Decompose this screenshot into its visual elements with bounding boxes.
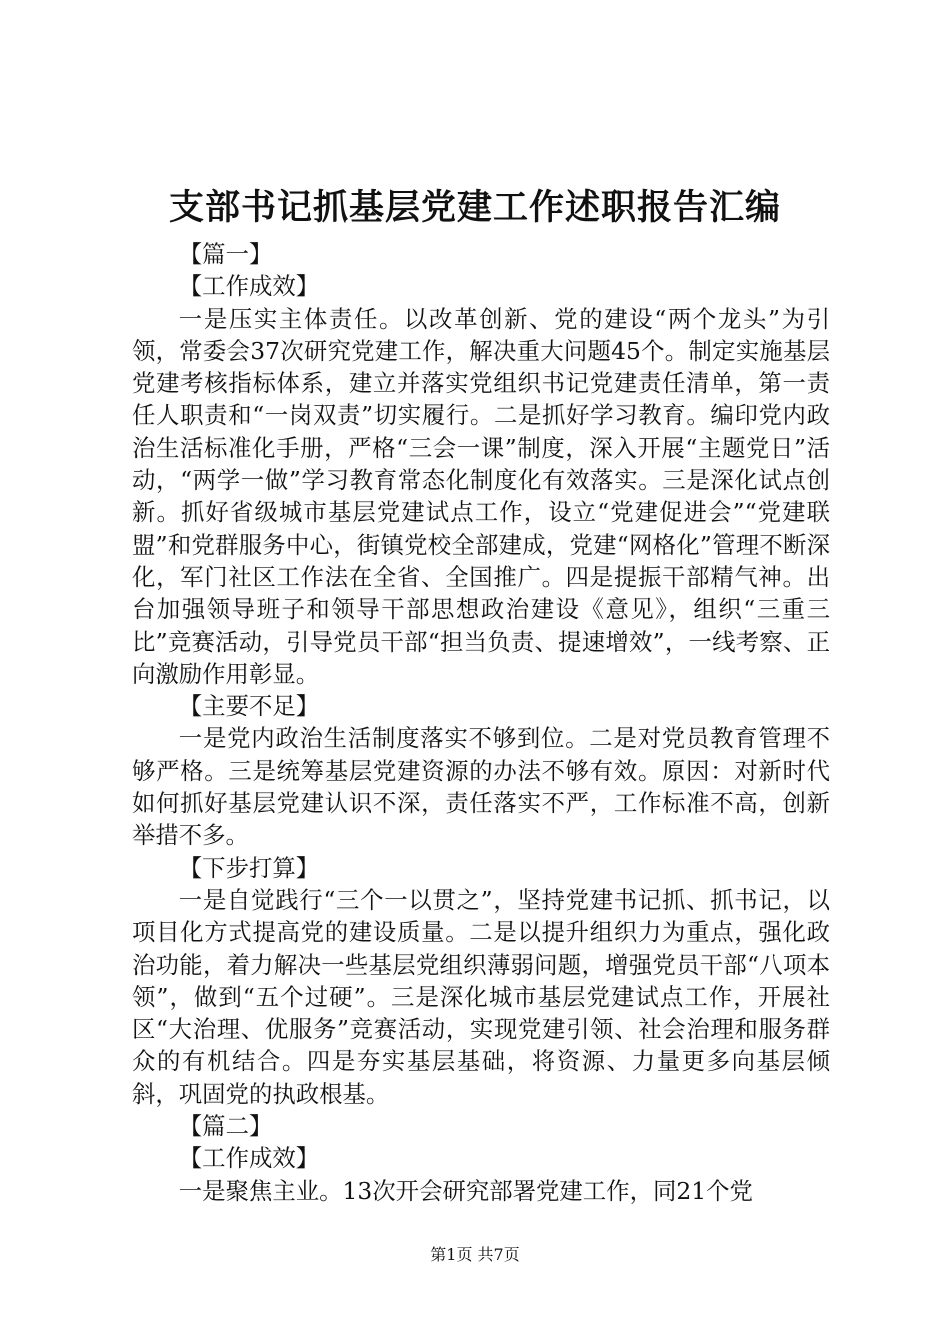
paragraph-work-results-2: 一是聚焦主业。13次开会研究部署党建工作，同21个党 bbox=[178, 1176, 753, 1205]
document-body bbox=[132, 238, 830, 1207]
paragraph-next-steps: 一是自觉践行“三个一以贯之”，坚持党建书记抓、抓书记，以项目化方式提高党的建设质量。二是以提升组织力为重点，强化政治功能，着力解决一些基层党组织薄弱问题，增强党员干部“八项本领”，做到“五个过硬”。三是深化城市基层党建试点工作，开展社区“大治理、优服务”竞赛活动，实现党建引领、社会治理和服务群众的有机结合。四是夯实基层基础，将资源、力量更多向基层倾斜，巩固党的执政根基。 bbox=[132, 885, 830, 1108]
page-number-footer: 第1页 共7页 bbox=[430, 1245, 520, 1264]
subheading-shortcomings: 【主要不足】 bbox=[178, 692, 320, 721]
document-title: 支部书记抓基层党建工作述职报告汇编 bbox=[168, 187, 781, 228]
section-heading-part-two: 【篇二】 bbox=[178, 1112, 273, 1141]
paragraph-shortcomings: 一是党内政治生活制度落实不够到位。二是对党员教育管理不够严格。三是统筹基层党建资源的办法不够有效。原因：对新时代如何抓好基层党建认识不深，责任落实不严，工作标准不高，创新举措不多。 bbox=[132, 724, 830, 850]
subheading-work-results: 【工作成效】 bbox=[178, 272, 320, 301]
subheading-work-results-2: 【工作成效】 bbox=[178, 1144, 320, 1173]
subheading-next-steps: 【下步打算】 bbox=[178, 853, 320, 882]
section-heading-part-one: 【篇一】 bbox=[178, 240, 273, 268]
paragraph-work-results: 一是压实主体责任。以改革创新、党的建设“两个龙头”为引领，常委会37次研究党建工作，解决重大问题45个。制定实施基层党建考核指标体系，建立并落实党组织书记党建责任清单，第一责任人职责和“一岗双责”切实履行。二是抓好学习教育。编印党内政治生活标准化手册，严格“三会一课”制度，深入开展“主题党日”活动，“两学一做”学习教育常态化制度化有效落实。三是深化试点创新。抓好省级城市基层党建试点工作，设立“党建促进会”“党建联盟”和党群服务中心，街镇党校全部建成，党建“网格化”管理不断深化，军门社区工作法在全省、全国推广。四是提振干部精气神。出台加强领导班子和领导干部思想政治建设《意见》，组织“三重三比”竞赛活动，引导党员干部“担当负责、提速增效”，一线考察、正向激励作用彰显。 bbox=[132, 304, 830, 688]
